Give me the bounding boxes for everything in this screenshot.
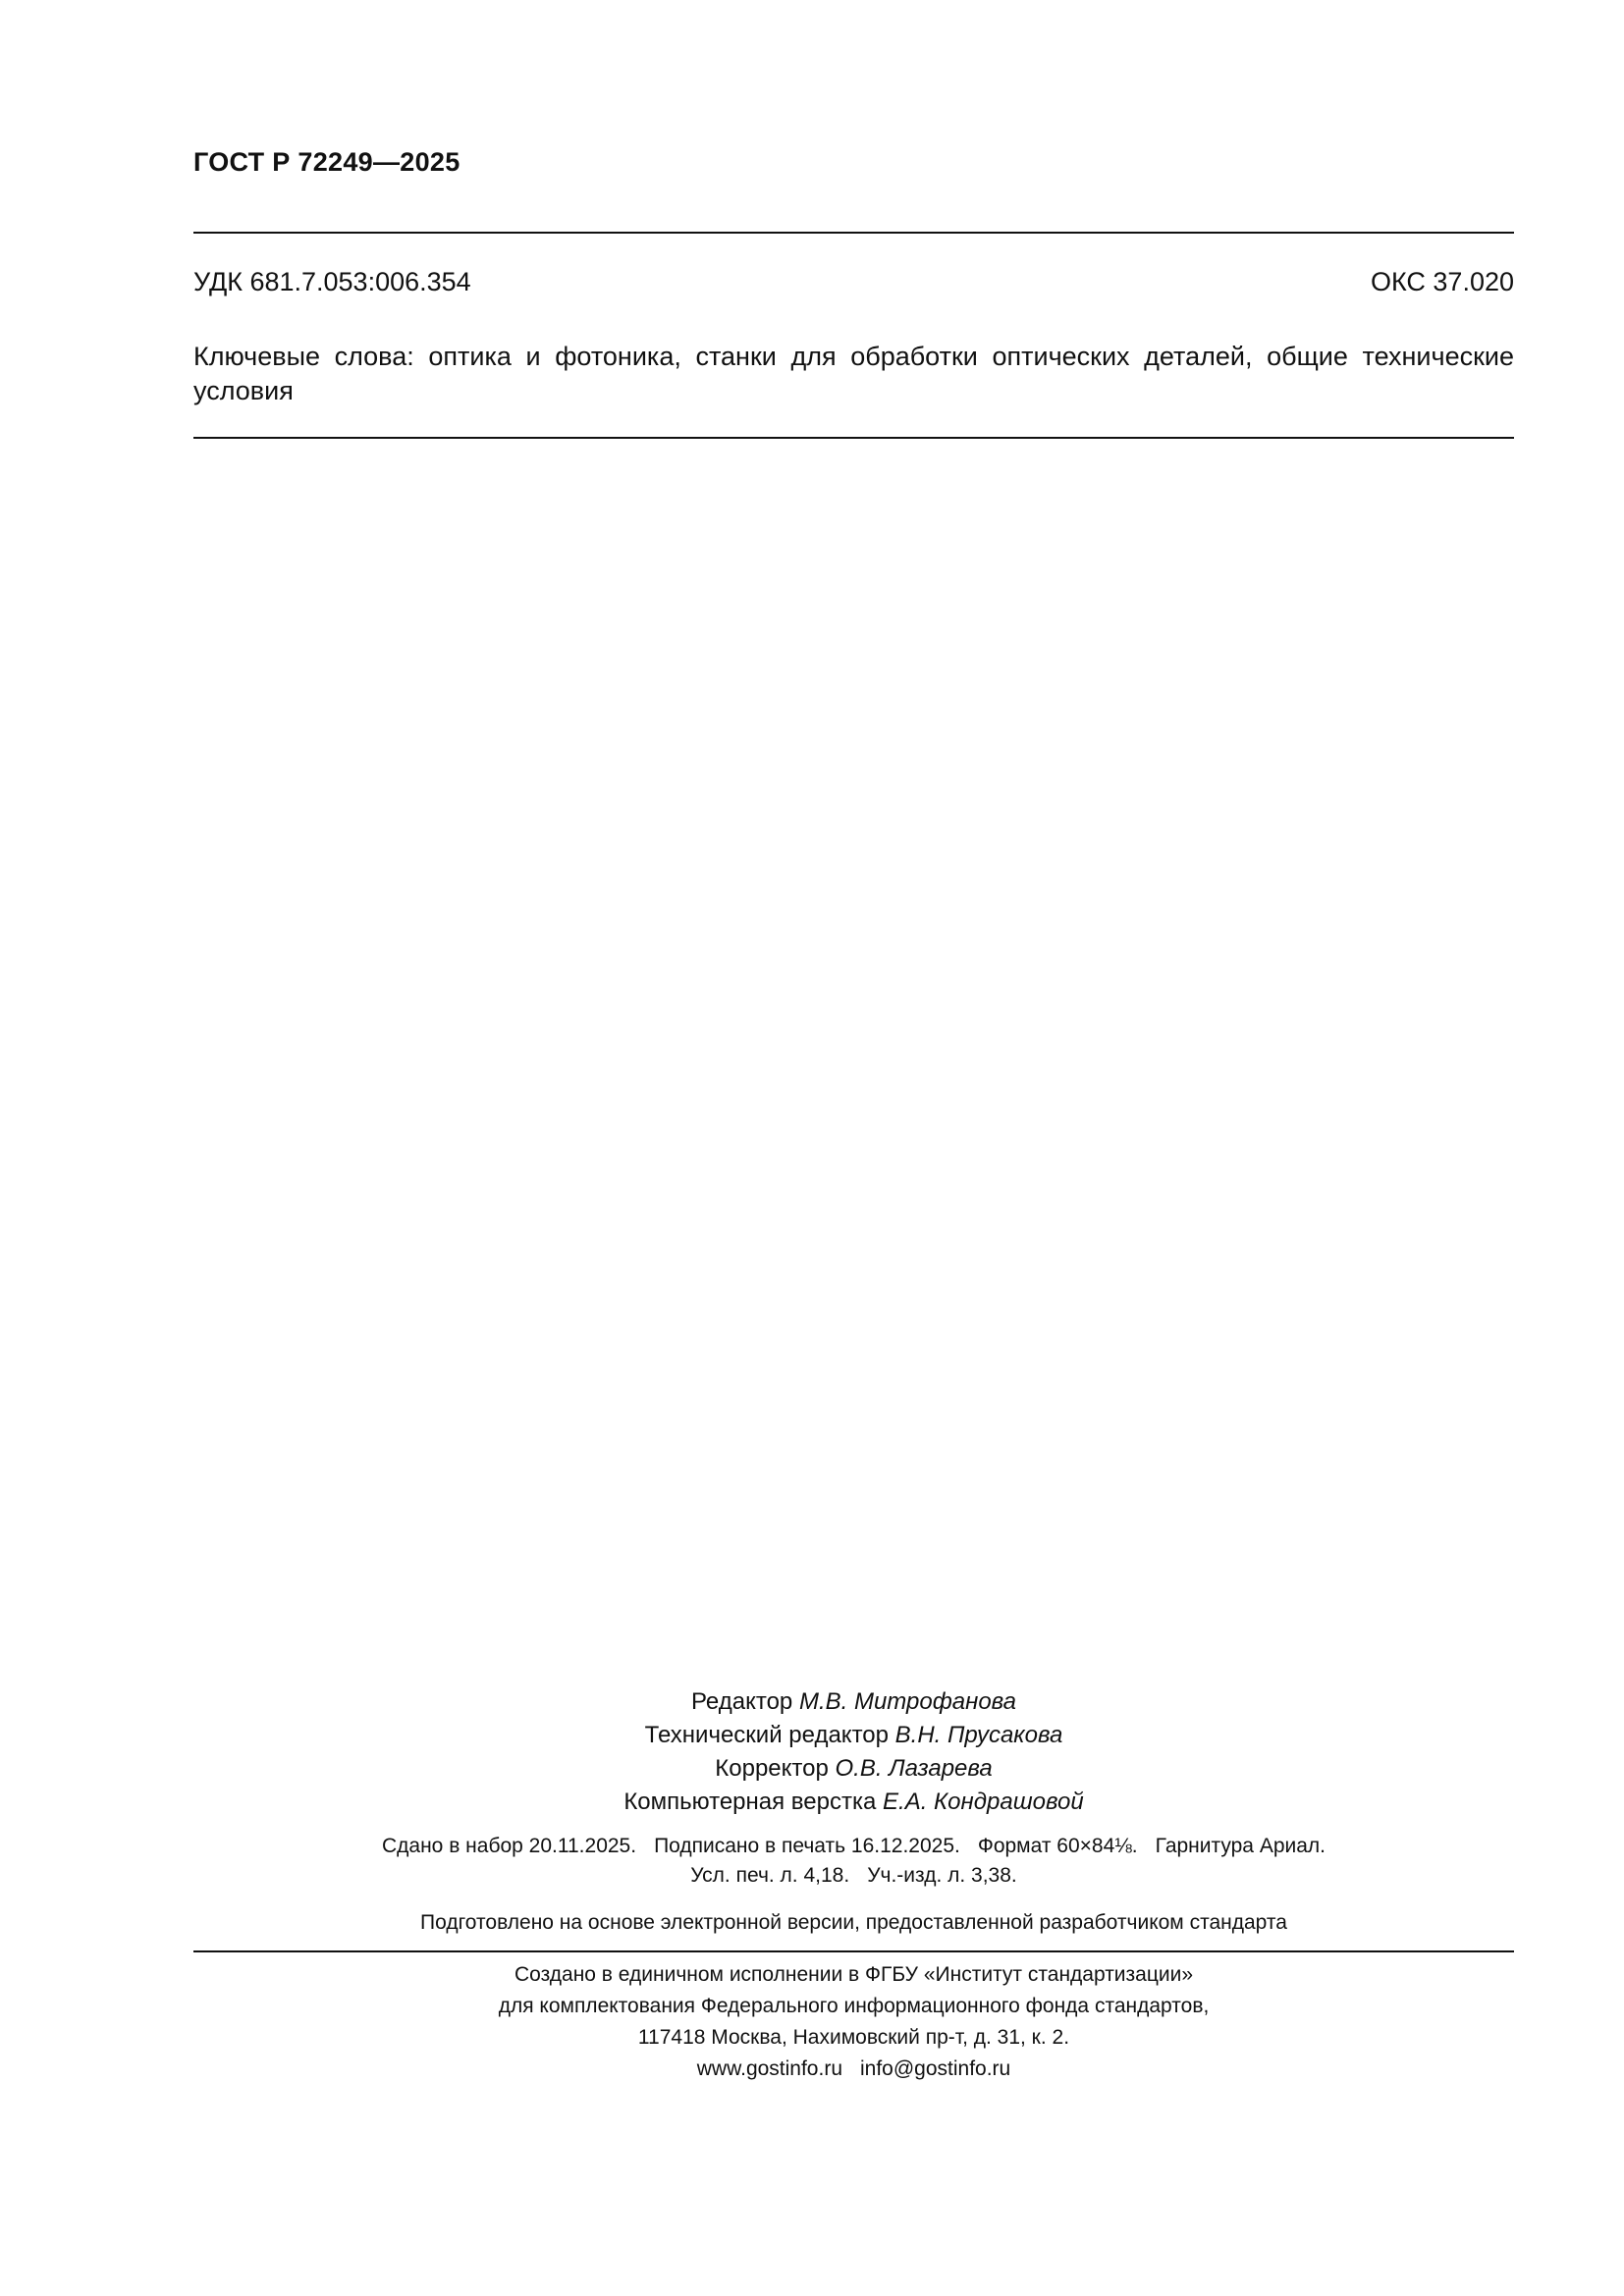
staff-role: Редактор bbox=[690, 1688, 793, 1715]
typeface: Гарнитура Ариал. bbox=[1155, 1835, 1326, 1857]
staff-person: М.В. Митрофанова bbox=[798, 1688, 1017, 1715]
staff-person: О.В. Лазарева bbox=[835, 1755, 993, 1782]
imprint-divider bbox=[193, 1950, 1514, 1952]
staff-line-tech-editor bbox=[193, 1719, 1514, 1752]
keywords: Ключевые слова: оптика и фотоника, станки для обработки оптических деталей, общие технические условия bbox=[193, 342, 1514, 405]
header-divider bbox=[193, 232, 1514, 234]
staff-line-layout bbox=[193, 1786, 1514, 1819]
keywords-divider bbox=[193, 437, 1514, 439]
staff-role: Компьютерная верстка bbox=[623, 1789, 877, 1815]
paper-format: Формат 60×84⅛. bbox=[977, 1835, 1138, 1857]
print-info-line-2 bbox=[193, 1861, 1514, 1891]
email-link[interactable]: info@gostinfo.ru bbox=[860, 2057, 1011, 2080]
staff-line-editor bbox=[193, 1685, 1514, 1719]
staff-role: Корректор bbox=[715, 1755, 829, 1782]
imprint-line-1: Создано в единичном исполнении в ФГБУ «Институт стандартизации» bbox=[514, 1963, 1194, 1986]
imprint-line-3: 117418 Москва, Нахимовский пр-т, д. 31, к. 2. bbox=[637, 2026, 1070, 2049]
classification-row bbox=[193, 267, 1514, 297]
imprint-line-2: для комплектования Федерального информационного фонда стандартов, bbox=[498, 1995, 1210, 2017]
website-link[interactable]: www.gostinfo.ru bbox=[696, 2057, 842, 2080]
udk-code: УДК 681.7.053:006.354 bbox=[193, 267, 471, 296]
submitted-date: Сдано в набор 20.11.2025. bbox=[381, 1835, 637, 1857]
imprint-contacts bbox=[193, 2054, 1514, 2085]
imprint bbox=[193, 1959, 1514, 2085]
print-sheets: Усл. печ. л. 4,18. bbox=[690, 1864, 850, 1887]
standard-number: ГОСТ Р 72249—2025 bbox=[193, 147, 460, 177]
prepared-note: Подготовлено на основе электронной версии, предоставленной разработчиком стандарта bbox=[420, 1911, 1287, 1934]
staff-list bbox=[193, 1685, 1514, 1819]
print-info-line-1 bbox=[193, 1832, 1514, 1861]
staff-person: В.Н. Прусакова bbox=[894, 1722, 1063, 1748]
staff-line-proofreader bbox=[193, 1752, 1514, 1786]
print-info bbox=[193, 1832, 1514, 1891]
staff-role: Технический редактор bbox=[644, 1722, 889, 1748]
staff-person: Е.А. Кондрашовой bbox=[883, 1789, 1084, 1815]
oks-code: ОКС 37.020 bbox=[1370, 267, 1514, 296]
publishing-sheets: Уч.-изд. л. 3,38. bbox=[867, 1864, 1017, 1887]
signed-date: Подписано в печать 16.12.2025. bbox=[654, 1835, 960, 1857]
